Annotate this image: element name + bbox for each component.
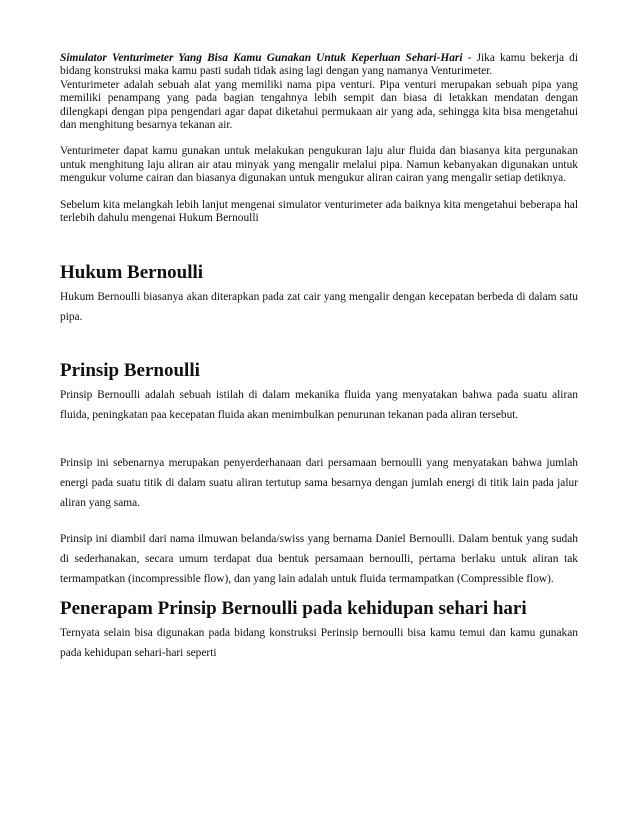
- venturimeter-usage: Venturimeter dapat kamu gunakan untuk melakukan pengukuran laju alur fluida dan biasanya kita pergunakan untuk menghitung laju aliran air atau minyak yang mengalir melalui pipa. Namun kebanyakan digunakan untuk mengukur volume cairan dan biasanya digunakan untuk mengukur aliran cairan yang mengalir setiap detiknya.: [60, 145, 578, 185]
- penerapan-paragraph: Ternyata selain bisa digunakan pada bidang konstruksi Perinsip bernoulli bisa kamu temui dan kamu gunakan pada kehidupan sehari-hari seperti: [60, 627, 578, 660]
- hukum-bernoulli-paragraph: Hukum Bernoulli biasanya akan diterapkan pada zat cair yang mengalir dengan kecepatan berbeda di dalam satu pipa.: [60, 291, 578, 324]
- article-title: Simulator Venturimeter Yang Bisa Kamu Gunakan Untuk Keperluan Sehari-Hari: [60, 52, 463, 64]
- document-page: [60, 52, 578, 663]
- intro-paragraph: [60, 52, 578, 79]
- venturimeter-definition: Venturimeter adalah sebuah alat yang memiliki nama pipa venturi. Pipa venturi merupakan sebuah pipa yang memiliki penampang yang pada bagian tengahnya lebih sempit dan biasa di letakkan mendatan dengan dilengkapi dengan pipa pengendari agar dapat diketahui permukaan air yang ada, sehingga kita bisa mengetahui dan menghitung besarnya tekanan air.: [60, 78, 578, 132]
- prinsip-origin: Prinsip ini diambil dari nama ilmuwan belanda/swiss yang bernama Daniel Bernoulli. Dalam bentuk yang sudah di sederhanakan, secara umum terdapat dua bentuk persamaan bernoulli, pertama berlaku untuk aliran tak termampatkan (incompressible flow), dan yang lain adalah untuk fluida termampatkan (Compressible flow).: [60, 533, 578, 586]
- transition-paragraph: Sebelum kita melangkah lebih lanjut mengenai simulator venturimeter ada baiknya kita mengetahui beberapa hal terlebih dahulu mengenai Hukum Bernoulli: [60, 198, 578, 225]
- prinsip-simplification: Prinsip ini sebenarnya merupakan penyerderhanaan dari persamaan bernoulli yang menyatakan bahwa jumlah energi pada suatu titik di dalam suatu aliran tertutup sama besarnya dengan jumlah energi di titik lain pada jalur aliran yang sama.: [60, 457, 578, 510]
- intro-lead-text: - Jika kamu bekerja di bidang konstruksi maka kamu pasti sudah tidak asing lagi dengan yang namanya Venturimeter.: [60, 52, 579, 78]
- prinsip-definition: Prinsip Bernoulli adalah sebuah istilah di dalam mekanika fluida yang menyatakan bahwa pada suatu aliran fluida, peningkatan paa kecepatan fluida akan menimbulkan penurunan tekanan pada aliran tersebut.: [60, 389, 578, 422]
- heading-hukum-bernoulli: Hukum Bernoulli: [60, 262, 204, 284]
- heading-penerapan: Penerapam Prinsip Bernoulli pada kehidupan sehari hari: [60, 598, 527, 620]
- heading-prinsip-bernoulli: Prinsip Bernoulli: [60, 360, 200, 382]
